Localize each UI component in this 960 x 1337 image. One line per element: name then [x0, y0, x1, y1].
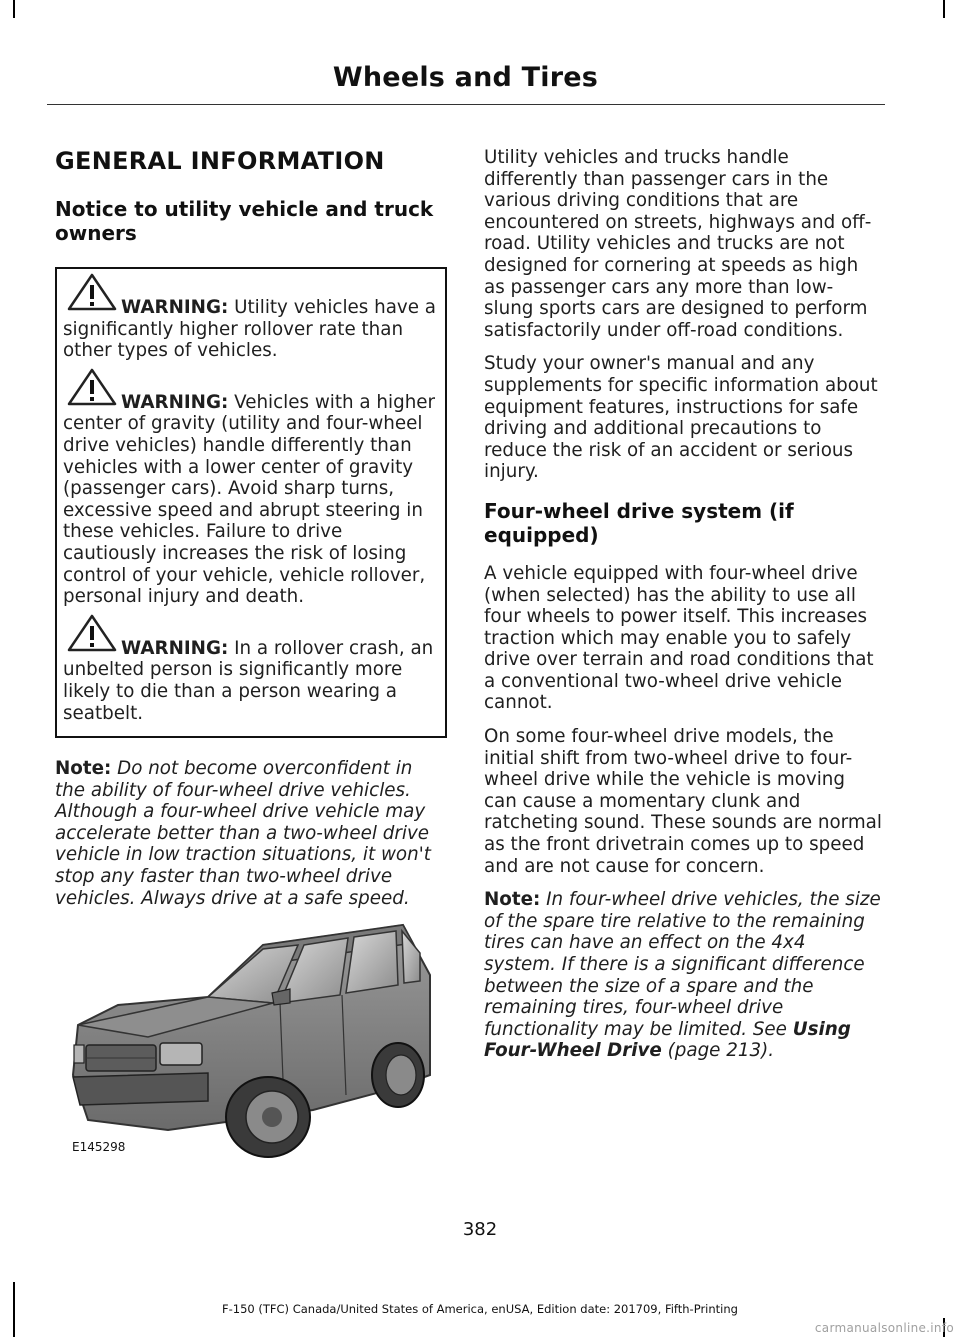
- warning-text: Utility vehicles have a significantly higher rollover rate than other types of vehicles.: [63, 297, 437, 362]
- note-label: Note:: [55, 758, 112, 780]
- figure-code: E145298: [72, 1140, 126, 1154]
- warning-box: [55, 267, 447, 738]
- warning-3: [63, 638, 437, 724]
- note-tail: (page 213).: [661, 1040, 775, 1062]
- left-column: [55, 147, 445, 909]
- section-heading: GENERAL INFORMATION: [55, 147, 385, 175]
- watermark: carmanualsonline.info: [814, 1321, 954, 1335]
- page-header-title: Wheels and Tires: [332, 62, 598, 93]
- note-text: Do not become overconfident in the ability of four-wheel drive vehicles. Although a four-wheel drive vehicle may accelerate better than a two-wheel drive vehicle in low traction situations, it won't stop any faster than two-wheel drive vehicles. Always drive at a safe speed.: [55, 758, 431, 909]
- note-paragraph-spare-tire: [484, 889, 882, 1062]
- warning-text: In a rollover crash, an unbelted person is significantly more likely to die than a person wearing a seatbelt.: [63, 637, 434, 724]
- subsection-heading: Notice to utility vehicle and truck owners: [55, 197, 434, 245]
- warning-text: Vehicles with a higher center of gravity (utility and four-wheel drive vehicles) handle differently than vehicles with a lower center of gravity (passenger cars). Avoid sharp turns, excessive speed and abrupt steering in these vehicles. Failure to drive cautiously increases the risk of losing control of your vehicle, vehicle rollover, personal injury and death.: [63, 391, 436, 608]
- warning-triangle-icon: [67, 273, 117, 311]
- note-paragraph: [55, 758, 445, 909]
- paragraph-utility-vehicles: Utility vehicles and trucks handle differently than passenger cars in the various driving conditions that are encountered on streets, highways and off-road. Utility vehicles and trucks are not designed for cornering at speeds as high as passenger cars any more than low-slung sports cars are designed to perform satisfactorily under off-road conditions.: [484, 147, 872, 341]
- right-column: [484, 147, 882, 1062]
- paragraph-owners-manual: Study your owner's manual and any supplements for specific information about equipment features, instructions for safe driving and additional precautions to reduce the risk of an accident or serious injury.: [484, 353, 878, 483]
- page-number: 382: [462, 1219, 498, 1240]
- subsection-heading-four-wheel: Four-wheel drive system (if equipped): [484, 498, 794, 547]
- note-text: In four-wheel drive vehicles, the size of the spare tire relative to the remaining tires can have an effect on the 4x4 system. If there is a significant difference between the size of a spare and the remaining tires, four-wheel drive functionality may be limited. See: [484, 889, 881, 1040]
- warning-label: WARNING:: [121, 391, 229, 413]
- warning-triangle-icon: [67, 368, 117, 406]
- warning-label: WARNING:: [121, 297, 229, 318]
- warning-2: [63, 392, 437, 608]
- suv-illustration: [58, 905, 438, 1160]
- cross-reference-link[interactable]: Using Four-Wheel Drive: [484, 1018, 851, 1062]
- warning-label: WARNING:: [121, 637, 229, 659]
- warning-triangle-icon: [67, 614, 117, 652]
- crop-mark-top-right: [943, 0, 945, 18]
- note-label: Note:: [484, 889, 541, 911]
- footer-edition-info: F-150 (TFC) Canada/United States of America, enUSA, Edition date: 201709, Fifth-Printing: [222, 1302, 738, 1316]
- paragraph-shift: On some four-wheel drive models, the initial shift from two-wheel drive to four-wheel drive while the vehicle is moving can cause a momentary clunk and ratcheting sound. These sounds are normal as the front drivetrain comes up to speed and are not cause for concern.: [484, 726, 882, 877]
- warning-1: [63, 297, 437, 362]
- header-divider: [47, 104, 885, 105]
- crop-mark-top-left: [13, 0, 15, 18]
- paragraph-four-wheel-drive: A vehicle equipped with four-wheel drive (when selected) has the ability to use all four wheels to power itself. This increases traction which may enable you to safely drive over terrain and road conditions that a conventional two-wheel drive vehicle cannot.: [484, 562, 874, 714]
